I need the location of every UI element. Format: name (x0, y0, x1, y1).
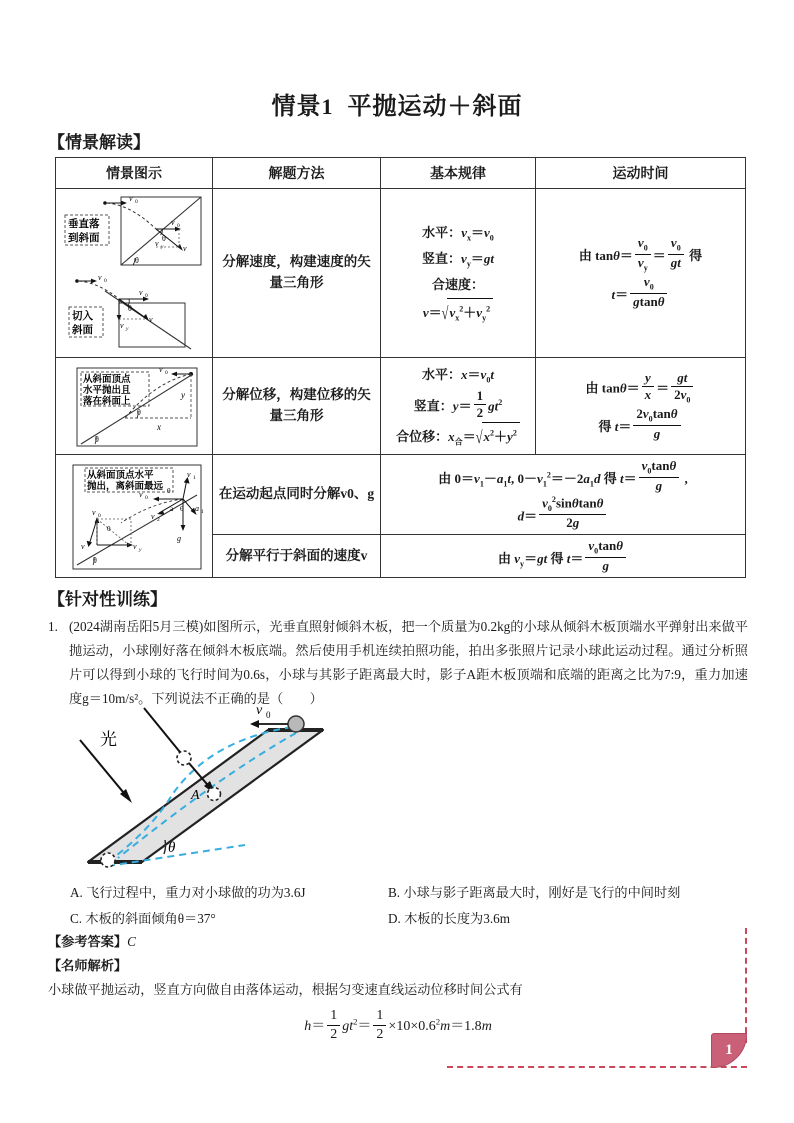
answer-value: C (127, 934, 136, 949)
table-header-method: 解题方法 (213, 158, 381, 189)
problem-index: 1. (48, 619, 58, 634)
figure-tangent-to-incline-icon (59, 273, 209, 355)
svg-text:θ: θ (180, 504, 184, 513)
ball-marker-1 (177, 751, 191, 765)
v0-label: v (256, 703, 263, 718)
svg-text:g: g (177, 534, 181, 543)
svg-text:v: v (139, 288, 143, 297)
method-cell-4 (213, 535, 381, 578)
svg-text:0: 0 (266, 710, 271, 720)
svg-text:v: v (149, 315, 153, 324)
option-d-text: 木板的长度为3.6m (404, 910, 510, 926)
time-derivation-3: 由 $0=v_1-a_1t$, $0-v_1^2=-2a_1d$ 得 t＝ $\frac{v_0\tan\theta}{g}$ , (438, 457, 688, 493)
rule-vertical: 竖直：$v_y=gt$ (422, 251, 494, 269)
rule-horizontal: 水平：$v_x=v_0$ (422, 224, 494, 243)
option-b[interactable] (388, 880, 728, 906)
page-number-badge: 1 (711, 1033, 747, 1068)
table-header-figure: 情景图示 (56, 158, 213, 189)
method-cell-3: 在运动起点同时分解v0、g (213, 455, 381, 535)
svg-text:y: y (139, 547, 142, 553)
svg-text:y: y (181, 390, 185, 400)
options-list (70, 880, 760, 931)
rule-resultant-label: 合速度： (431, 277, 484, 293)
section-heading-training: 【针对性训练】 (48, 590, 167, 609)
time-result-3: d＝ $\frac{v_0^2\sin\theta\tan\theta}{2g}$ (384, 495, 742, 532)
options-row-2 (70, 906, 760, 932)
time-cell-3 (381, 455, 746, 535)
option-b-key: B. (388, 885, 401, 900)
svg-text:y: y (161, 244, 164, 250)
decorative-dashed-horizontal (447, 1066, 747, 1068)
svg-text:v: v (98, 273, 102, 282)
angle-label: θ (168, 840, 176, 856)
analysis-text: 小球做平抛运动，竖直方向做自由落体运动，根据匀变速直线运动位移时间公式有 (48, 981, 523, 997)
option-d[interactable] (388, 906, 728, 932)
svg-text:从斜面顶点水平: 从斜面顶点水平 (87, 471, 154, 481)
problem-body (69, 615, 748, 711)
svg-text:0: 0 (165, 370, 168, 376)
table-header-row (56, 158, 746, 189)
decorative-dashed-vertical (745, 928, 747, 1043)
svg-text:θ: θ (128, 304, 132, 313)
title-main: 平抛运动＋斜面 (347, 94, 523, 120)
svg-text:到斜面: 到斜面 (68, 233, 100, 244)
svg-text:2: 2 (157, 517, 160, 523)
svg-text:v: v (183, 244, 187, 253)
svg-text:切入: 切入 (72, 311, 93, 322)
svg-text:落在斜面上: 落在斜面上 (83, 397, 131, 407)
rules-cell-1 (381, 189, 536, 358)
title-prefix: 情景 (271, 94, 322, 120)
svg-text:v: v (133, 542, 137, 551)
svg-text:v: v (151, 512, 155, 521)
svg-text:v: v (120, 321, 124, 330)
option-a-text: 飞行过程中，重力对小球做的功为3.6J (86, 885, 306, 900)
svg-text:0: 0 (145, 495, 148, 501)
scenario-table (55, 157, 746, 578)
inclined-board-diagram (60, 700, 450, 875)
svg-text:v: v (81, 542, 85, 551)
light-label: 光 (100, 730, 117, 749)
svg-text:θ: θ (135, 256, 139, 265)
option-c-text: 木板的斜面倾角θ＝37° (85, 910, 216, 926)
option-c-key: C. (70, 910, 83, 926)
answer-label: 【参考答案】 (48, 934, 128, 949)
svg-text:0: 0 (98, 513, 101, 519)
rule-resultant-2: 合位移：$x_合=√x^2+y^2$ (384, 422, 532, 450)
problem-text: 如图所示，光垂直照射倾斜木板，把一个质量为0.2kg的小球从倾斜木板顶端水平弹射出来做平抛运动，小球刚好落在倾斜木板底端。然后使用手机连续拍照功能，拍出多张照片记录小球此运动过程。通过分析照片可以得到小球的飞行时间为0.6s，小球与其影子距离最大时，影子A距木板顶端和底端的距离之比为7:9，重力加速度g＝10m/s²。下列说法不正确的是（ ） (69, 619, 748, 707)
svg-text:θ: θ (95, 435, 99, 444)
shadow-A-label: A (191, 788, 200, 803)
option-b-text: 小球与影子距离最大时，刚好是飞行的中间时刻 (403, 885, 681, 900)
svg-text:v: v (159, 365, 163, 374)
svg-text:θ: θ (162, 234, 166, 243)
option-c[interactable] (70, 906, 388, 932)
time-result-1: t＝ $\frac{v_0}{gtan\theta}$ (539, 274, 742, 311)
time-cell-4 (381, 535, 746, 578)
svg-text:x: x (157, 422, 161, 432)
rules-cell-2 (381, 358, 536, 455)
svg-text:θ: θ (93, 556, 97, 565)
method-cell-4-text: 分解平行于斜面的速度v (225, 547, 368, 563)
svg-text:0: 0 (145, 293, 148, 299)
svg-text:v: v (139, 490, 143, 499)
svg-text:水平抛出且: 水平抛出且 (83, 386, 131, 396)
svg-text:0: 0 (135, 199, 138, 205)
svg-text:θ: θ (137, 408, 141, 417)
page-title (0, 86, 794, 121)
time-derivation-1: 由 tanθ＝ $\frac{v_0}{v_y}$ ＝ $\frac{v_0}{gt}$ 得 (578, 235, 703, 273)
svg-text:v: v (171, 218, 175, 227)
method-cell-2: 分解位移，构建位移的矢量三角形 (213, 358, 381, 455)
svg-text:v: v (187, 470, 191, 479)
figure-displacement-triangle-icon (59, 360, 209, 452)
scenario-figure-cell-1 (56, 189, 213, 358)
table-header-time: 运动时间 (536, 158, 746, 189)
problem-source: (2024湖南岳阳5月三模) (69, 619, 204, 634)
time-cell-1 (536, 189, 746, 358)
svg-text:y: y (126, 326, 129, 332)
svg-text:v: v (92, 508, 96, 517)
svg-text:a: a (195, 504, 199, 513)
analysis-label: 【名师解析】 (48, 957, 128, 973)
time-cell-2 (536, 358, 746, 455)
analysis-formula: h＝ $\frac{1}{2}$ $gt^2=$ $\frac{1}{2}$ $\times 10\times 0.6^2m=1.8m$ (304, 1008, 492, 1042)
table-row (56, 358, 746, 455)
time-result-2: 得 t＝ $\frac{2v_0\tan\theta}{g}$ (539, 406, 742, 443)
svg-text:θ: θ (107, 524, 111, 533)
option-d-key: D. (388, 910, 401, 926)
svg-text:θ: θ (167, 486, 171, 495)
option-a[interactable] (70, 880, 388, 906)
table-row (56, 189, 746, 358)
rule-resultant: $v=√v_x^2+v_y^2$ (384, 298, 532, 326)
rule-horizontal-2: 水平：$x=v_0t$ (422, 366, 494, 385)
svg-text:抛出，离斜面最远: 抛出，离斜面最远 (87, 482, 164, 492)
time-result-4: 由 $v_y=gt$ 得 t＝ $\frac{v_0\tan\theta}{g}$ (384, 538, 742, 575)
method-cell-1: 分解速度，构建速度的矢量三角形 (213, 189, 381, 358)
time-derivation-2: 由 tanθ＝ $\frac{y}{x}$ ＝ $\frac{gt}{2v_0}$ (539, 370, 742, 406)
section-heading-interpretation: 【情景解读】 (48, 133, 150, 152)
answer-line (48, 930, 748, 954)
svg-text:0: 0 (104, 278, 107, 284)
figure-perpendicular-to-incline-icon (59, 191, 209, 273)
svg-text:v: v (155, 239, 159, 248)
svg-text:a: a (170, 504, 174, 513)
answer-block (48, 930, 748, 1044)
ball (288, 716, 304, 732)
table-row (56, 455, 746, 535)
svg-text:0: 0 (177, 223, 180, 229)
svg-text:从斜面顶点: 从斜面顶点 (83, 375, 131, 385)
table-header-rules: 基本规律 (381, 158, 536, 189)
ball-marker-landing (101, 853, 115, 867)
svg-text:斜面: 斜面 (72, 325, 93, 336)
svg-text:垂直落: 垂直落 (68, 219, 100, 230)
title-number: 1 (321, 94, 334, 119)
problem-figure (60, 700, 450, 880)
svg-text:v: v (129, 194, 133, 203)
shadow-marker-A (208, 788, 221, 801)
svg-text:1: 1 (193, 475, 196, 481)
option-a-key: A. (70, 885, 83, 900)
svg-text:1: 1 (201, 509, 204, 515)
scenario-figure-cell-2 (56, 358, 213, 455)
rule-vertical-2: 竖直：y＝ $\frac{1}{2}$ $gt^2$ (413, 387, 503, 421)
scenario-figure-cell-3 (56, 455, 213, 578)
problem-statement (48, 615, 748, 711)
figure-max-distance-from-incline-icon (59, 457, 211, 575)
options-row-1 (70, 880, 760, 906)
